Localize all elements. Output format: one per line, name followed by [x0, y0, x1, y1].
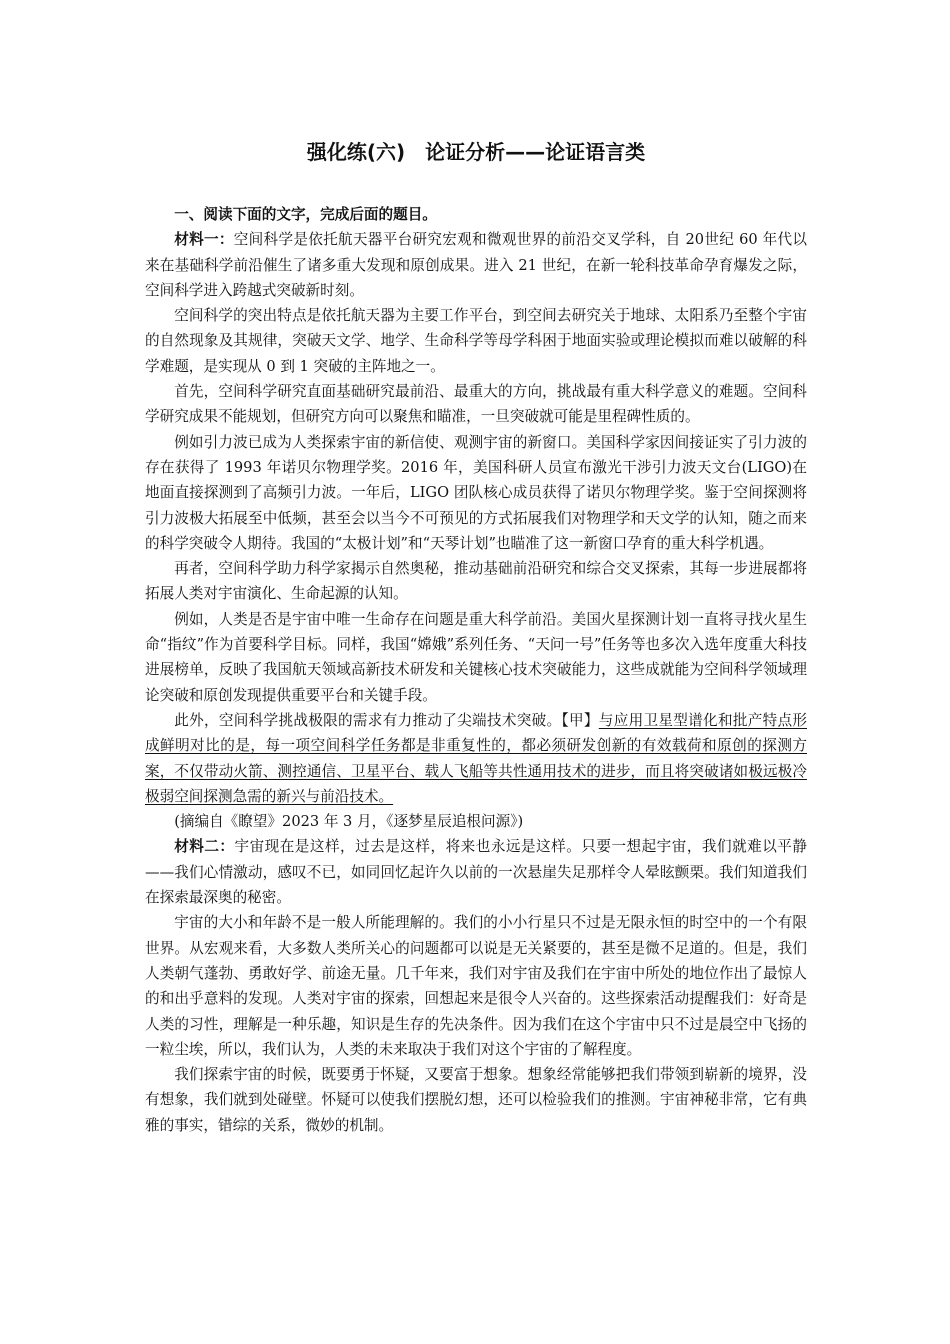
material2-paragraph-3: 我们探索宇宙的时候，既要勇于怀疑，又要富于想象。想象经常能够把我们带领到崭新的境界，没有想象，我们就到处碰壁。怀疑可以使我们摆脱幻想，还可以检验我们的推测。宇宙神秘非常，它有典雅的事实，错综的关系，微妙的机制。	[145, 1066, 807, 1134]
material1-label: 材料一：	[174, 231, 234, 249]
material1-p1-text: 空间科学是依托航天器平台研究宏观和微观世界的前沿交叉学科，自 20世纪 60 年代以来在基础科学前沿催生了诸多重大发现和原创成果。进入 21 世纪，在新一轮科技革命孕育爆发之际，空间科学进入跨越式突破新时刻。	[145, 231, 807, 299]
material2-p1-text: 宇宙现在是这样，过去是这样，将来也永远是这样。只要一想起宇宙，我们就难以平静——我们心情激动，感叹不已，如同回忆起许久以前的一次悬崖失足那样令人晕眩颤栗。我们知道我们在探索最深奥的秘密。	[145, 838, 807, 907]
material1-paragraph-2: 空间科学的突出特点是依托航天器为主要工作平台，到空间去研究关于地球、太阳系乃至整个宇宙的自然现象及其规律，突破天文学、地学、生命科学等母学科困于地面实验或理论模拟而难以破解的科学难题，是实现从 0 到 1 突破的主阵地之一。	[145, 307, 807, 375]
material1-paragraph-1	[145, 227, 807, 303]
material1-paragraph-7	[145, 708, 807, 809]
material2-paragraph-2: 宇宙的大小和年龄不是一般人所能理解的。我们的小小行星只不过是无限永恒的时空中的一个有限世界。从宏观来看，大多数人类所关心的问题都可以说是无关紧要的，甚至是微不足道的。但是，我们人类朝气蓬勃、勇敢好学、前途无量。几千年来，我们对宇宙及我们在宇宙中所处的地位作出了最惊人的和出乎意料的发现。人类对宇宙的探索，回想起来是很令人兴奋的。这些探索活动提醒我们：好奇是人类的习性，理解是一种乐趣，知识是生存的先决条件。因为我们在这个宇宙中只不过是晨空中飞扬的一粒尘埃，所以，我们认为，人类的未来取决于我们对这个宇宙的了解程度。	[145, 914, 807, 1058]
material1-source: (摘编自《瞭望》2023 年 3 月，《逐梦星辰追根问源》)	[174, 813, 524, 831]
material1-p7-plain: 此外，空间科学挑战极限的需求有力推动了尖端技术突破。【甲】	[174, 711, 599, 729]
page-title: 强化练(六) 论证分析——论证语言类	[306, 140, 646, 164]
section-heading: 一、阅读下面的文字，完成后面的题目。	[174, 206, 437, 223]
underlined-passage-jia: 与应用卫星型谱化和批产特点形成鲜明对比的是，每一项空间科学任务都是非重复性的，都必须研发创新的有效载荷和原创的探测方案，不仅带动火箭、测控通信、卫星平台、载人飞船等共性通用技术的进步，而且将突破诸如极远极冷极弱空间探测急需的新兴与前沿技术。	[145, 711, 807, 805]
material1-paragraph-5: 再者，空间科学助力科学家揭示自然奥秘，推动基础前沿研究和综合交叉探索，其每一步进展都将拓展人类对宇宙演化、生命起源的认知。	[145, 560, 807, 603]
document-body	[145, 202, 807, 1138]
material1-paragraph-3: 首先，空间科学研究直面基础研究最前沿、最重大的方向，挑战最有重大科学意义的难题。空间科学研究成果不能规划，但研究方向可以聚焦和瞄准，一旦突破就可能是里程碑性质的。	[145, 383, 807, 426]
material1-paragraph-4: 例如引力波已成为人类探索宇宙的新信使、观测宇宙的新窗口。美国科学家因间接证实了引力波的存在获得了 1993 年诺贝尔物理学奖。2016 年，美国科研人员宣布激光干涉引力波天文台(LIGO)在地面直接探测到了高频引力波。一年后，LIGO 团队核心成员获得了诺贝尔物理学奖。鉴于空间探测将引力波极大拓展至中低频，甚至会以当今不可预见的方式拓展我们对物理学和天文学的认知，随之而来的科学突破令人期待。我国的“太极计划”和“天琴计划”也瞄准了这一新窗口孕育的重大科学机遇。	[145, 433, 807, 552]
material2-paragraph-1	[145, 834, 807, 910]
material1-paragraph-6: 例如，人类是否是宇宙中唯一生命存在问题是重大科学前沿。美国火星探测计划一直将寻找火星生命“指纹”作为首要科学目标。同样，我国“嫦娥”系列任务、“天问一号”任务等也多次入选年度重大科技进展榜单，反映了我国航天领域高新技术研发和关键核心技术突破能力，这些成就能为空间科学领域理论突破和原创发现提供重要平台和关键手段。	[145, 610, 807, 704]
material2-label: 材料二：	[174, 838, 235, 856]
